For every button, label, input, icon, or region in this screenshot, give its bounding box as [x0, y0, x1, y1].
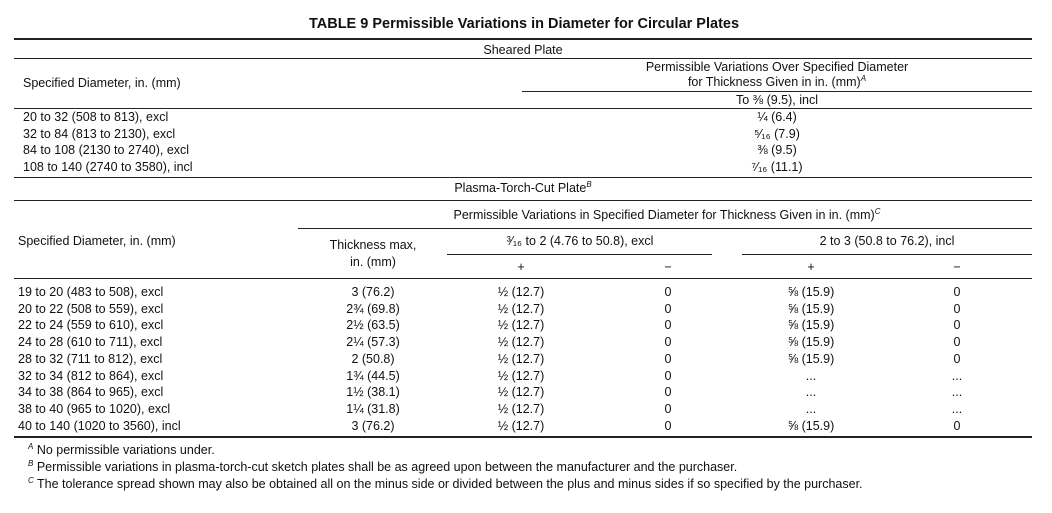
plasma-g2-minus-cell: 0: [953, 318, 961, 333]
plasma-group1-rule: [447, 254, 712, 255]
sheared-variation-cell: ⁷⁄₁₆ (11.1): [751, 160, 803, 175]
sheared-title-rule: [14, 58, 1032, 59]
plasma-g2-minus-cell: ...: [951, 401, 963, 416]
sheared-col-variation-line1: Permissible Variations Over Specified Diameter: [645, 60, 909, 74]
plasma-thickness-cell: 2¾ (69.8): [346, 301, 400, 316]
footnote-text: The tolerance spread shown may also be obtained all on the minus side or divided between the plus and minus sides if so specified by the purchaser.: [33, 477, 863, 491]
plasma-g1-minus-header: −: [664, 260, 672, 274]
footnote: [28, 443, 215, 458]
plasma-g2-minus-header: −: [953, 260, 961, 274]
sheared-variation-rule: [522, 91, 1032, 92]
plasma-variation-rule: [298, 228, 1032, 229]
plasma-thickness-cell: 2½ (63.5): [346, 318, 400, 333]
plasma-group1-header: ³⁄₁₆ to 2 (4.76 to 50.8), excl: [506, 234, 654, 248]
plasma-g1-plus-cell: ½ (12.7): [497, 385, 545, 400]
plasma-diameter-cell: 40 to 140 (1020 to 3560), incl: [18, 418, 181, 433]
plasma-g1-plus-cell: ½ (12.7): [497, 301, 545, 316]
sheared-variation-cell: ⁵⁄₁₆ (7.9): [754, 126, 800, 141]
plasma-g2-plus-cell: ⅝ (15.9): [787, 301, 835, 316]
plasma-g2-minus-cell: 0: [953, 301, 961, 316]
plasma-diameter-cell: 20 to 22 (508 to 559), excl: [18, 301, 164, 316]
sheared-diameter-cell: 108 to 140 (2740 to 3580), incl: [23, 160, 193, 175]
sheared-diameter-cell: 20 to 32 (508 to 813), excl: [23, 110, 169, 124]
footnote-mark: C: [28, 476, 34, 485]
plasma-diameter-cell: 28 to 32 (711 to 812), excl: [18, 351, 163, 366]
plasma-g1-plus-cell: ½ (12.7): [497, 335, 545, 350]
plasma-g2-plus-header: +: [807, 260, 815, 274]
plasma-g1-minus-cell: 0: [664, 301, 672, 316]
plasma-g1-minus-cell: 0: [664, 418, 672, 433]
plasma-g1-plus-cell: ½ (12.7): [497, 401, 545, 416]
plasma-title-rule: [14, 200, 1032, 201]
sheared-col-diameter: Specified Diameter, in. (mm): [23, 76, 181, 90]
footnote: [28, 460, 737, 475]
plasma-col-variation: Permissible Variations in Specified Diameter for Thickness Given in in. (mm)$^C$: [453, 207, 881, 222]
plasma-thickness-cell: 2 (50.8): [351, 351, 395, 366]
plasma-diameter-cell: 38 to 40 (965 to 1020), excl: [18, 401, 171, 416]
plasma-g1-minus-cell: 0: [664, 351, 672, 366]
plasma-g2-minus-cell: ...: [951, 368, 963, 383]
plasma-g2-plus-cell: ...: [805, 385, 817, 400]
table-bottom-rule: [14, 436, 1032, 438]
plasma-diameter-cell: 22 to 24 (559 to 610), excl: [18, 318, 164, 333]
plasma-g2-plus-cell: ⅝ (15.9): [787, 335, 835, 350]
plasma-g2-minus-cell: 0: [953, 351, 961, 366]
plasma-g1-minus-cell: 0: [664, 318, 672, 333]
plasma-g2-minus-cell: 0: [953, 418, 961, 433]
top-rule: [14, 38, 1032, 40]
plasma-g2-plus-cell: ⅝ (15.9): [787, 351, 835, 366]
plasma-g1-plus-cell: ½ (12.7): [497, 368, 545, 383]
plasma-group2-rule: [742, 254, 1032, 255]
plasma-g2-plus-cell: ...: [805, 401, 817, 416]
plasma-g2-plus-cell: ⅝ (15.9): [787, 418, 835, 433]
plasma-g2-plus-cell: ...: [805, 368, 817, 383]
footnote: [28, 477, 863, 492]
plasma-thickness-cell: 1¾ (44.5): [346, 368, 400, 383]
plasma-thickness-cell: 2¼ (57.3): [346, 335, 400, 350]
plasma-diameter-cell: 24 to 28 (610 to 711), excl: [18, 335, 163, 350]
plasma-diameter-cell: 34 to 38 (864 to 965), excl: [18, 385, 164, 400]
footnote-mark-b: B: [586, 180, 592, 189]
footnote-mark-c: C: [874, 207, 881, 216]
plasma-section-title: Plasma-Torch-Cut Plate$^B$: [454, 180, 592, 195]
plasma-diameter-cell: 32 to 34 (812 to 864), excl: [18, 368, 164, 383]
plasma-g1-plus-header: +: [517, 260, 525, 274]
sheared-col-variation-line2: for Thickness Given in in. (mm)$^A$: [687, 74, 867, 89]
plasma-thickness-cell: 1¼ (31.8): [346, 401, 400, 416]
plasma-g2-minus-cell: 0: [953, 335, 961, 350]
plasma-thickness-cell: 3 (76.2): [351, 285, 395, 299]
plasma-g1-plus-cell: ½ (12.7): [497, 351, 545, 366]
footnote-mark: B: [28, 459, 34, 468]
plasma-col-thickness-line2: in. (mm): [350, 255, 396, 269]
plasma-g1-plus-cell: ½ (12.7): [497, 285, 545, 299]
plasma-g1-minus-cell: 0: [664, 401, 672, 416]
footnote-mark-a: A: [860, 74, 867, 83]
plasma-col-thickness-line1: Thickness max,: [329, 238, 417, 252]
sheared-diameter-cell: 32 to 84 (813 to 2130), excl: [23, 126, 176, 141]
plasma-header-rule: [14, 278, 1032, 279]
plasma-g2-minus-cell: 0: [953, 285, 961, 299]
plasma-col-diameter: Specified Diameter, in. (mm): [18, 234, 176, 248]
plasma-diameter-cell: 19 to 20 (483 to 508), excl: [18, 285, 164, 299]
table-title: TABLE 9 Permissible Variations in Diameter for Circular Plates: [308, 16, 740, 32]
sheared-header-rule: [14, 108, 1032, 109]
sheared-variation-cell: ⅜ (9.5): [757, 143, 797, 158]
plasma-thickness-cell: 1½ (38.1): [346, 385, 400, 400]
plasma-g2-minus-cell: ...: [951, 385, 963, 400]
footnote-text: No permissible variations under.: [33, 443, 215, 457]
footnote-text: Permissible variations in plasma-torch-cut sketch plates shall be as agreed upon between the manufacturer and the purchaser.: [33, 460, 738, 474]
plasma-thickness-cell: 3 (76.2): [351, 418, 395, 433]
plasma-g1-plus-cell: ½ (12.7): [497, 318, 545, 333]
plasma-g1-minus-cell: 0: [664, 285, 672, 299]
sheared-col-thickness: To ⅜ (9.5), incl: [736, 93, 818, 107]
plasma-g2-plus-cell: ⅝ (15.9): [787, 285, 835, 299]
sheared-section-title: Sheared Plate: [483, 43, 563, 57]
sheared-bottom-rule: [14, 177, 1032, 178]
plasma-g1-plus-cell: ½ (12.7): [497, 418, 545, 433]
plasma-group2-header: 2 to 3 (50.8 to 76.2), incl: [819, 234, 955, 248]
sheared-variation-cell: ¼ (6.4): [757, 110, 797, 124]
plasma-g1-minus-cell: 0: [664, 335, 672, 350]
plasma-g2-plus-cell: ⅝ (15.9): [787, 318, 835, 333]
plasma-g1-minus-cell: 0: [664, 385, 672, 400]
plasma-g1-minus-cell: 0: [664, 368, 672, 383]
footnote-mark: A: [28, 442, 34, 451]
sheared-diameter-cell: 84 to 108 (2130 to 2740), excl: [23, 143, 190, 158]
